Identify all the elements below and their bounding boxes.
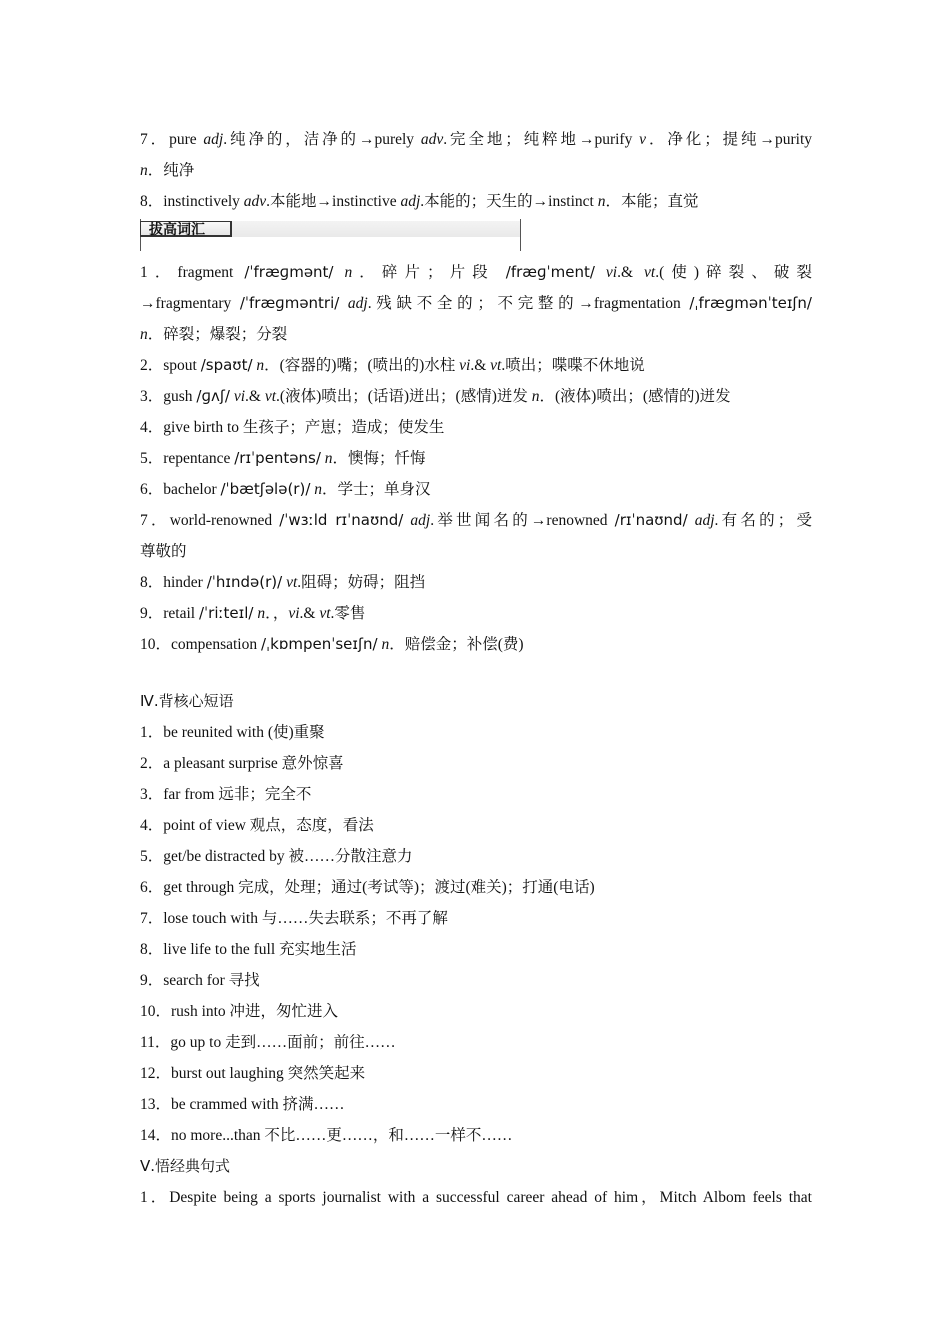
advanced-vocab-heading-box (140, 219, 520, 251)
list-item: 10．compensation /ˌkɒmpenˈseɪʃn/ n．赔偿金；补偿(费) (140, 635, 524, 653)
list-item: 12．burst out laughing 突然笑起来 (140, 1065, 366, 1082)
list-item: 11．go up to 走到……面前；前往…… (140, 1034, 396, 1051)
list-item-line: 8．instinctively adv.本能地→instinctive adj.本能的；天生的→instinct n．本能；直觉 (140, 193, 699, 210)
list-item (140, 505, 812, 567)
list-item: 8．live life to the full 充实地生活 (140, 941, 357, 958)
list-item-line: n．碎裂；爆裂；分裂 (140, 326, 288, 343)
list-item-line: 1．fragment /ˈfræɡmənt/ n．碎片；片段 /fræɡˈment/ vi.& vt.(使)碎裂、破裂 (140, 263, 812, 281)
list-item: 4．point of view 观点，态度，看法 (140, 817, 374, 834)
list-item: 4．give birth to 生孩子；产崽；造成；使发生 (140, 419, 445, 436)
list-item-line: 7．world-renowned /ˈwɜːld rɪˈnaʊnd/ adj.举世闻名的→renowned /rɪˈnaʊnd/ adj.有名的；受 (140, 511, 812, 529)
advanced-vocab-heading: 拔高词汇 (140, 221, 232, 237)
list-item: 10．rush into 冲进，匆忙进入 (140, 1003, 339, 1020)
section-heading: Ⅴ.悟经典句式 (140, 1157, 231, 1175)
heading-strip (232, 221, 520, 237)
list-item: 3．gush /ɡʌʃ/ vi.& vt.(液体)喷出；(话语)迸出；(感情)迸发 n．(液体)喷出；(感情的)迸发 (140, 387, 731, 405)
list-item: 1．Despite being a sports journalist with a successful career ahead of him，Mitch Albom feels that (140, 1189, 812, 1206)
word-family-list (140, 124, 812, 217)
list-item (140, 124, 812, 186)
list-item: 5．get/be distracted by 被……分散注意力 (140, 848, 413, 865)
spacer (140, 660, 812, 686)
phrase-list (140, 717, 812, 1151)
list-item: 9．search for 寻找 (140, 972, 260, 989)
list-item-line: n．纯净 (140, 162, 195, 179)
section-heading: Ⅳ.背核心短语 (140, 692, 234, 710)
advanced-vocab-list (140, 257, 812, 660)
list-item (140, 257, 812, 350)
list-item: 1．be reunited with (使)重聚 (140, 724, 325, 741)
list-item: 13．be crammed with 挤满…… (140, 1096, 345, 1113)
list-item: 7．lose touch with 与……失去联系；不再了解 (140, 910, 448, 927)
list-item: 6．bachelor /ˈbætʃələ(r)/ n．学士；单身汉 (140, 480, 431, 498)
list-item: 6．get through 完成，处理；通过(考试等)；渡过(难关)；打通(电话) (140, 879, 595, 896)
list-item-line: 7．pure adj.纯净的，洁净的→purely adv.完全地；纯粹地→purify v．净化；提纯→purity (140, 131, 812, 148)
list-item: 3．far from 远非；完全不 (140, 786, 312, 803)
list-item: 8．hinder /ˈhɪndə(r)/ vt.阻碍；妨碍；阻挡 (140, 573, 426, 591)
list-item: 9．retail /ˈriːteɪl/ n．，vi.& vt.零售 (140, 604, 366, 622)
list-item-line: 尊敬的 (140, 543, 187, 560)
list-item-line: →fragmentary /ˈfræɡməntri/ adj.残缺不全的；不完整的→fragmentation /ˌfræɡmənˈteɪʃn/ (140, 294, 812, 312)
list-item: 2．a pleasant surprise 意外惊喜 (140, 755, 344, 772)
list-item: 2．spout /spaʊt/ n．(容器的)嘴；(喷出的)水柱 vi.& vt.喷出；喋喋不休地说 (140, 356, 645, 374)
list-item: 14．no more...than 不比……更……，和……一样不…… (140, 1127, 513, 1144)
list-item: 5．repentance /rɪˈpentəns/ n．懊悔；忏悔 (140, 449, 426, 467)
sentence-list (140, 1182, 812, 1213)
list-item (140, 186, 812, 217)
document-page (140, 124, 812, 1213)
